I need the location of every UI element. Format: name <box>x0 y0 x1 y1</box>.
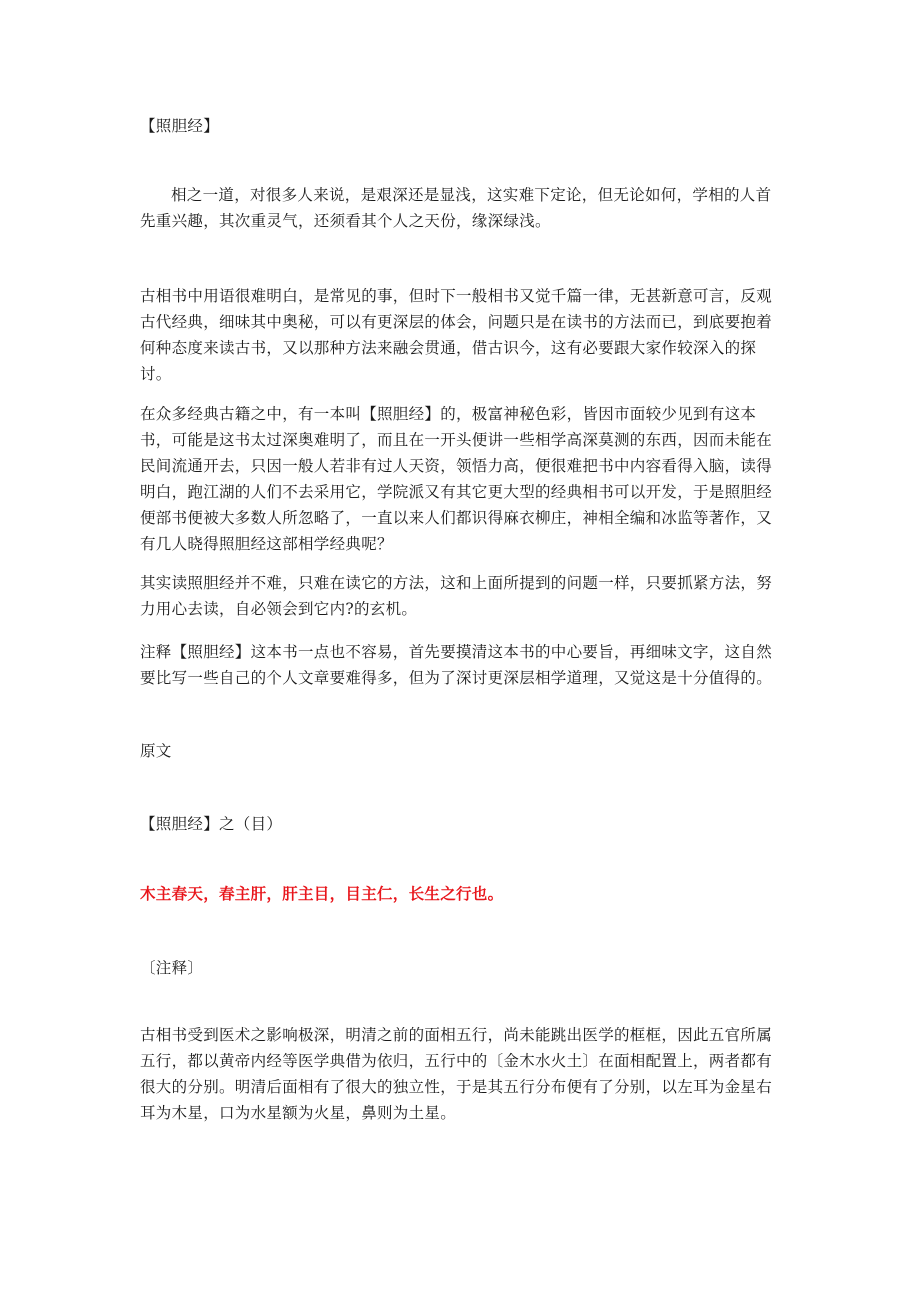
highlight-verse: 木主春天，春主肝，肝主目，目主仁，长生之行也。 <box>140 884 504 903</box>
paragraph-annotation-body: 古相书受到医术之影响极深，明清之前的面相五行，尚未能跳出医学的框框，因此五官所属五行，都以黄帝内经等医学典借为依归，五行中的〔金木水火土〕在面相配置上，两者都有很大的分别。明清后面相有了很大的独立性，于是其五行分布便有了分别，以左耳为金星右耳为木星，口为水星额为火星，鼻则为土星。 <box>140 1026 773 1122</box>
paragraph-ancient-texts: 古相书中用语很难明白，是常见的事，但时下一般相书又觉千篇一律，无甚新意可言，反观古代经典，细味其中奥秘，可以有更深层的体会，问题只是在读书的方法而已，到底要抱着何种态度来读古书，又以那种方法来融会贯通，借古识今，这有必要跟大家作较深入的探讨。 <box>140 287 773 383</box>
paragraph-annotation-note: 注释【照胆经】这本书一点也不容易，首先要摸清这本书的中心要旨，再细味文字，这自然要比写一些自己的个人文章要难得多，但为了深讨更深层相学道理，又觉这是十分值得的。 <box>140 643 773 687</box>
section-title: 【照胆经】之（目） <box>140 815 283 833</box>
document-heading: 【照胆经】 <box>140 117 220 135</box>
label-annotation: 〔注释〕 <box>140 959 204 977</box>
intro-paragraph: 相之一道，对很多人来说，是艰深还是显浅，这实难下定论，但无论如何，学相的人首先重兴趣，其次重灵气，还须看其个人之天份，缘深绿浅。 <box>140 186 772 230</box>
label-original-text: 原文 <box>140 742 172 760</box>
paragraph-classics: 在众多经典古籍之中，有一本叫【照胆经】的，极富神秘色彩，皆因市面较少见到有这本书，可能是这书太过深奥难明了，而且在一开头便讲一些相学高深莫测的东西，因而未能在民间流通开去，只因一般人若非有过人天资，领悟力高，便很难把书中内容看得入脑，读得明白，跑江湖的人们不去采用它，学院派又有其它更大型的经典相书可以开发，于是照胆经便部书便被大多数人所忽略了，一直以来人们都识得麻衣柳庄，神相全编和冰监等著作，又有几人晓得照胆经这部相学经典呢？ <box>140 405 773 553</box>
paragraph-method: 其实读照胆经并不难，只难在读它的方法，这和上面所提到的问题一样，只要抓紧方法，努力用心去读，自必领会到它内?的玄机。 <box>140 574 773 618</box>
